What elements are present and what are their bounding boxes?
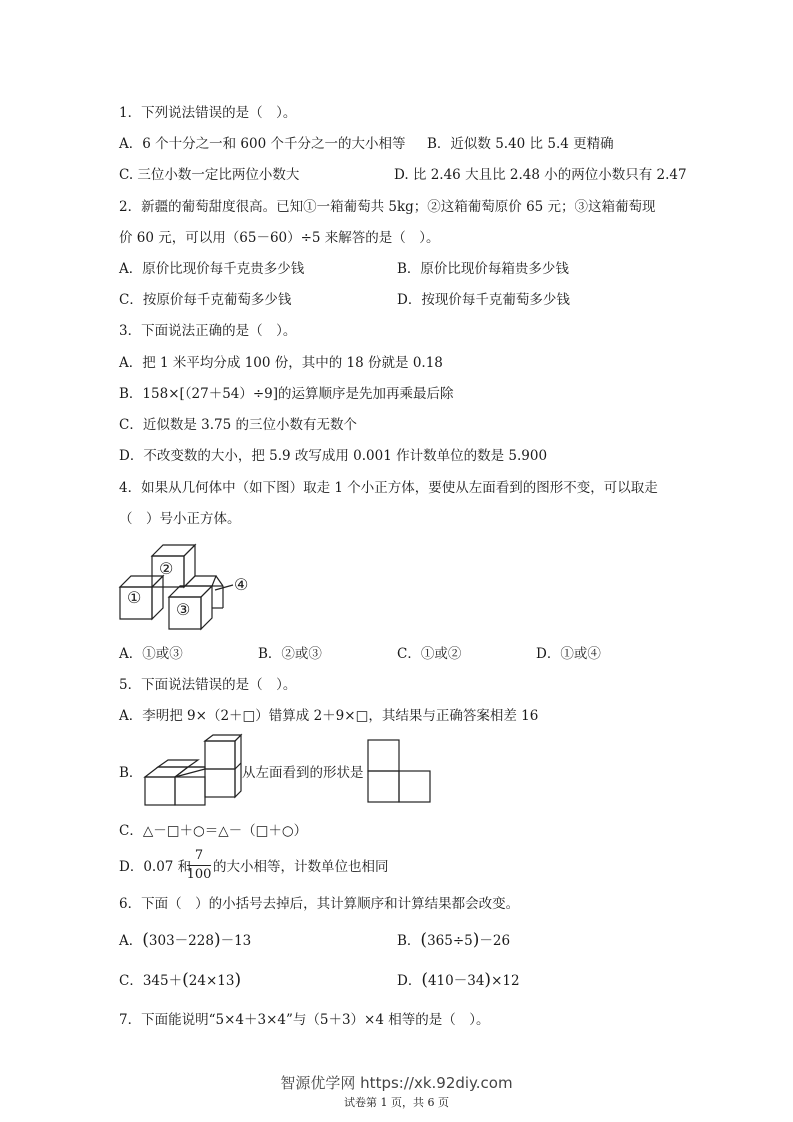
- q6-c-inner: 24×13: [188, 973, 235, 989]
- q3-stem: 3．下面说法正确的是（ ）。: [119, 323, 297, 339]
- q5-stem: 5．下面说法错误的是（ ）。: [119, 677, 297, 693]
- q5-option-a: A．李明把 9×（2＋□）错算成 2＋9×□，其结果与正确答案相差 16: [119, 708, 539, 724]
- q3-option-b: B．158×[（27＋54）÷9]的运算顺序是先加再乘最后除: [119, 386, 454, 402]
- q1-option-b: B．近似数 5.40 比 5.4 更精确: [427, 136, 614, 152]
- q6-option-c: C．345＋(24×13): [119, 970, 242, 990]
- q6-c-label: C．: [119, 973, 143, 989]
- q7-stem: 7．下面能说明“5×4＋3×4”与（5＋3）×4 相等的是（ ）。: [119, 1012, 490, 1028]
- cube-label-2: ②: [159, 559, 174, 578]
- q4-stem-line1: 4．如果从几何体中（如下图）取走 1 个小正方体，要使从左面看到的图形不变，可以取走: [119, 480, 658, 496]
- q2-option-d: D．按现价每千克葡萄多少钱: [397, 292, 570, 308]
- q4-option-b: B．②或③: [258, 646, 322, 662]
- cube-label-1: ①: [127, 588, 142, 607]
- q5-option-b-text: 从左面看到的形状是: [242, 765, 364, 781]
- q5-option-b-label: B．: [119, 765, 143, 781]
- q2-option-c: C．按原价每千克葡萄多少钱: [119, 292, 292, 308]
- q2-option-b: B．原价比现价每箱贵多少钱: [397, 261, 569, 277]
- q6-b-label: B．: [397, 933, 421, 949]
- q5-d-fraction: [185, 849, 213, 882]
- q3-option-a: A．把 1 米平均分成 100 份，其中的 18 份就是 0.18: [119, 355, 443, 371]
- fraction-numerator: 7: [194, 848, 204, 863]
- q5-b-left-view-figure: [367, 739, 433, 803]
- q5-option-c: C．△－□＋○＝△－（□＋○）: [119, 823, 308, 839]
- q2-stem-line1: 2．新疆的葡萄甜度很高。已知①一箱葡萄共 5kg；②这箱葡萄原价 65 元；③这箱葡萄现: [119, 199, 656, 215]
- q1-option-d: D. 比 2.46 大且比 2.48 小的两位小数只有 2.47: [394, 167, 687, 183]
- q5-option-d-suffix: 的大小相等，计数单位也相同: [213, 859, 389, 875]
- cube-label-3: ③: [176, 600, 191, 619]
- fraction-denominator: 100: [186, 867, 212, 882]
- q2-option-a: A．原价比现价每千克贵多少钱: [119, 261, 305, 277]
- q5-option-d-prefix: D．0.07 和: [119, 859, 192, 875]
- q6-d-rest: ×12: [491, 973, 520, 989]
- q6-d-inner: 410－34: [427, 973, 485, 989]
- q4-option-c: C．①或②: [397, 646, 462, 662]
- q6-a-inner: 303－228: [148, 933, 214, 949]
- q5-b-solid-figure: [143, 735, 243, 807]
- q6-b-rest: －26: [479, 933, 511, 949]
- q6-option-a: A．(303－228)－13: [119, 930, 252, 950]
- q6-a-rest: －13: [220, 933, 252, 949]
- q2-stem-line2: 价 60 元，可以用（65－60）÷5 来解答的是（ ）。: [119, 230, 440, 246]
- q1-option-c: C. 三位小数一定比两位小数大: [119, 167, 300, 183]
- watermark: 智源优学网 https://xk.92diy.com: [280, 1074, 513, 1092]
- q3-option-c: C．近似数是 3.75 的三位小数有无数个: [119, 417, 357, 433]
- page-number: 试卷第 1 页，共 6 页: [344, 1096, 449, 1109]
- q6-stem: 6．下面（ ）的小括号去掉后，其计算顺序和计算结果都会改变。: [119, 896, 520, 912]
- q4-option-a: A．①或③: [119, 646, 183, 662]
- q1-option-a: A．6 个十分之一和 600 个千分之一的大小相等: [119, 136, 406, 152]
- q6-c-pre: 345＋: [142, 973, 183, 989]
- q6-d-label: D．: [397, 973, 422, 989]
- q6-a-label: A．: [119, 933, 143, 949]
- q6-option-d: D．(410－34)×12: [397, 970, 520, 990]
- q1-stem: 1．下列说法错误的是（ ）。: [119, 105, 297, 121]
- q3-option-d: D．不改变数的大小，把 5.9 改写成用 0.001 作计数单位的数是 5.900: [119, 448, 548, 464]
- q6-option-b: B．(365÷5)－26: [397, 930, 511, 950]
- q6-b-inner: 365÷5: [427, 933, 473, 949]
- cube-label-4: ④: [234, 575, 249, 594]
- q4-option-d: D．①或④: [536, 646, 601, 662]
- q4-stem-line2: （ ）号小正方体。: [119, 511, 241, 527]
